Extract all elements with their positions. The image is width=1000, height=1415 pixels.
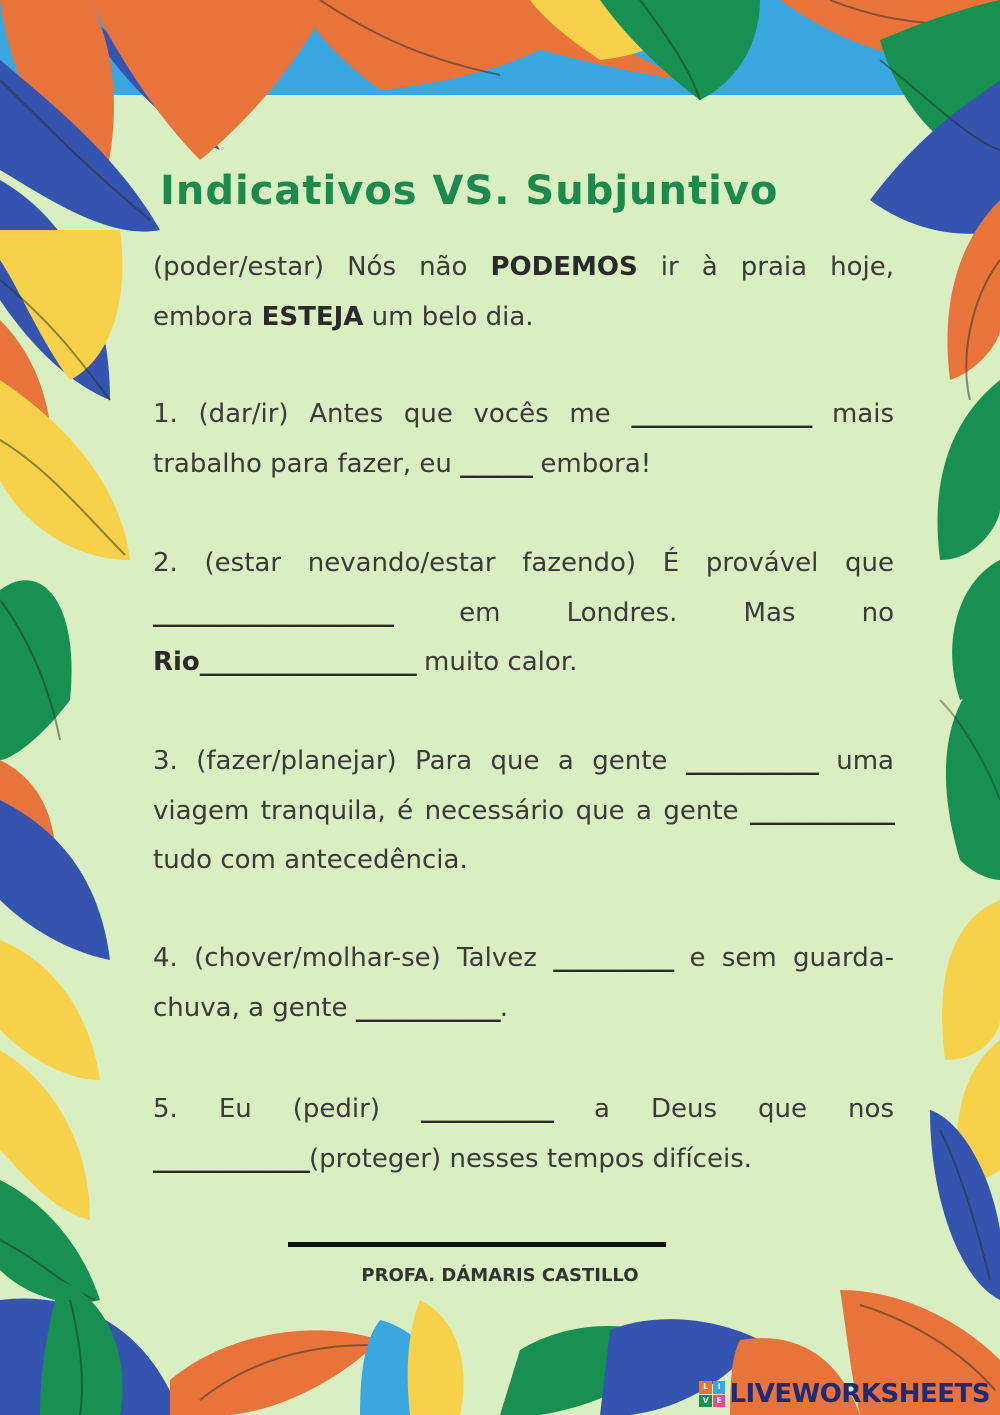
answer-blank-1[interactable]: ___________	[685, 746, 818, 776]
answer-blank-1[interactable]: ____________________	[153, 597, 393, 628]
question-text: muito calor.	[415, 647, 578, 677]
question-text: 3. (fazer/planejar) Para que a gente	[153, 746, 686, 776]
question-text: a Deus que nos	[553, 1094, 894, 1124]
worksheet-title: Indicativos VS. Subjuntivo	[160, 168, 779, 214]
answer-blank-2[interactable]: _____________	[153, 1143, 309, 1174]
question-2	[153, 539, 894, 688]
question-text: .	[499, 992, 508, 1023]
bold-word: Rio	[153, 647, 200, 677]
question-1	[153, 390, 894, 489]
answer-blank-1[interactable]: ___________	[421, 1094, 553, 1124]
example-answer-2: ESTEJA	[261, 301, 364, 332]
question-4	[153, 934, 894, 1033]
answer-blank-1[interactable]: _______________	[631, 399, 812, 429]
question-text: em Londres. Mas no	[393, 597, 894, 628]
liveworksheets-logo-icon: L I V E	[699, 1381, 725, 1407]
example-text: ir à praia hoje, embora	[153, 252, 894, 332]
question-text: 1. (dar/ir) Antes que vocês me	[153, 399, 632, 429]
liveworksheets-brand	[699, 1378, 990, 1410]
answer-blank-2[interactable]: ______	[460, 448, 533, 479]
answer-blank-2[interactable]: __________________	[199, 647, 416, 677]
example-sentence	[153, 243, 894, 342]
question-5	[153, 1085, 894, 1184]
question-text: 2. (estar nevando/estar fazendo) É provável que	[153, 548, 894, 578]
example-answer-1: PODEMOS	[490, 252, 638, 282]
question-3	[153, 737, 894, 886]
teacher-signature: PROFA. DÁMARIS CASTILLO	[361, 1265, 639, 1286]
brand-text: LIVEWORKSHEETS	[729, 1379, 990, 1409]
question-text: embora!	[532, 448, 652, 479]
question-text: (proteger) nesses tempos difíceis.	[309, 1143, 753, 1174]
question-text: uma viagem tranquila, é necessário que a gente	[153, 746, 894, 826]
question-text: mais trabalho para fazer, eu	[153, 399, 895, 479]
question-text: 4. (chover/molhar-se) Talvez	[153, 943, 554, 973]
answer-blank-1[interactable]: __________	[553, 943, 674, 973]
answer-blank-2[interactable]: ____________	[750, 795, 894, 826]
question-text: e sem guarda-chuva, a gente	[153, 943, 895, 1023]
question-text: 5. Eu (pedir)	[153, 1094, 421, 1124]
example-text: (poder/estar) Nós não	[153, 252, 491, 282]
example-text: um belo dia.	[363, 301, 534, 332]
answer-blank-2[interactable]: ____________	[355, 992, 500, 1023]
signature-line	[288, 1242, 666, 1247]
question-text: tudo com antecedência.	[153, 845, 468, 875]
